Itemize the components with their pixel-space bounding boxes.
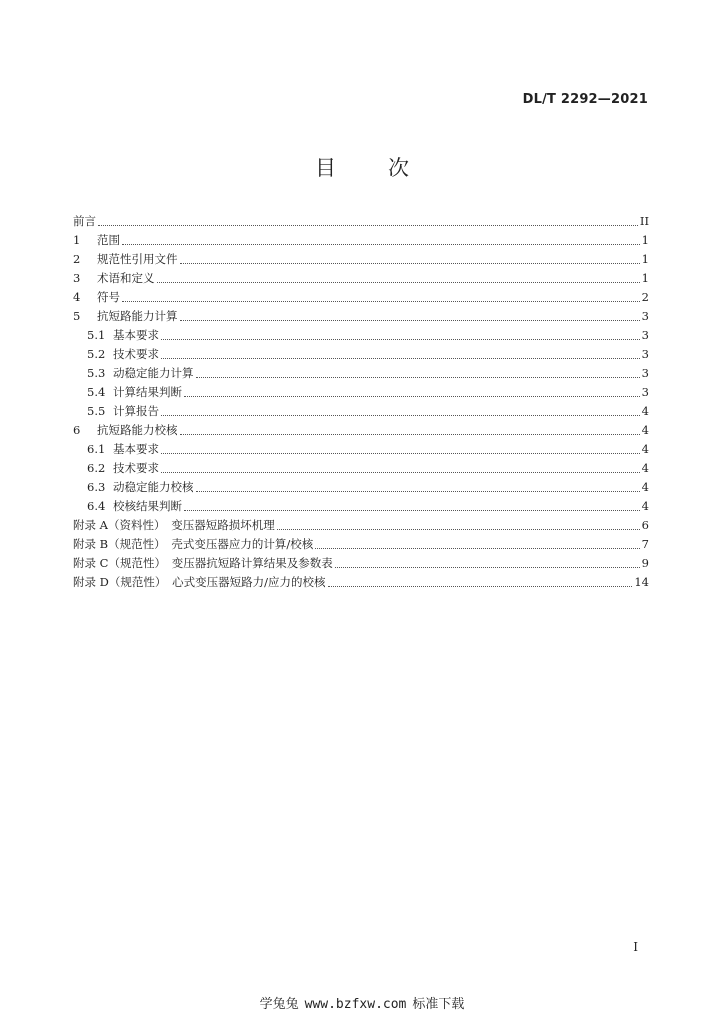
toc-entry-number: 5.1 bbox=[87, 328, 106, 342]
toc-entry-page: 1 bbox=[641, 252, 649, 266]
toc-entry-leader bbox=[184, 509, 640, 511]
toc-entry-leader bbox=[161, 338, 640, 340]
toc-entry-number: 5.4 bbox=[87, 385, 106, 399]
toc-entry[interactable] bbox=[73, 345, 649, 364]
page-title-char-2: 次 bbox=[388, 156, 409, 180]
toc-entry[interactable] bbox=[73, 364, 649, 383]
toc-entry-leader bbox=[184, 395, 640, 397]
toc-entry-label: 基本要求 bbox=[113, 328, 159, 342]
toc-entry-number: 5.2 bbox=[87, 347, 106, 361]
toc-entry-label: 动稳定能力计算 bbox=[113, 366, 194, 380]
toc-entry-number: 5 bbox=[73, 309, 81, 323]
toc-entry-page: 4 bbox=[641, 423, 649, 437]
toc-entry[interactable] bbox=[73, 421, 649, 440]
toc-entry-label: 计算结果判断 bbox=[113, 385, 182, 399]
toc-entry-label: 规范性引用文件 bbox=[97, 252, 178, 266]
toc-entry-page: 9 bbox=[641, 556, 649, 570]
toc-entry-leader bbox=[277, 528, 640, 530]
toc-entry-page: 6 bbox=[641, 518, 649, 532]
toc-entry[interactable] bbox=[73, 554, 649, 573]
toc-entry-number: 5.5 bbox=[87, 404, 106, 418]
toc-entry-label: 前言 bbox=[73, 214, 96, 228]
toc-entry-leader bbox=[315, 547, 639, 549]
toc-entry-leader bbox=[161, 452, 640, 454]
toc-entry-label: 基本要求 bbox=[113, 442, 159, 456]
toc-entry[interactable] bbox=[73, 383, 649, 402]
toc-entry[interactable] bbox=[73, 212, 649, 231]
toc-entry-page: 4 bbox=[641, 404, 649, 418]
toc-entry-page: 1 bbox=[641, 233, 649, 247]
toc-entry-page: 2 bbox=[641, 290, 649, 304]
toc-entry[interactable] bbox=[73, 307, 649, 326]
page-title-char-1: 目 bbox=[315, 156, 336, 180]
toc-entry[interactable] bbox=[73, 231, 649, 250]
toc-entry-number: 2 bbox=[73, 252, 81, 266]
toc-entry-label: 术语和定义 bbox=[97, 271, 155, 285]
footer-site-link[interactable]: www.bzfxw.com bbox=[304, 997, 407, 1012]
toc-entry-page: 4 bbox=[641, 499, 649, 513]
toc-entry[interactable] bbox=[73, 250, 649, 269]
toc-entry-label: 附录 C（规范性） 变压器抗短路计算结果及参数表 bbox=[73, 556, 333, 570]
toc-entry-leader bbox=[161, 414, 640, 416]
toc-entry[interactable] bbox=[73, 535, 649, 554]
toc-entry-number: 4 bbox=[73, 290, 81, 304]
table-of-contents bbox=[73, 212, 649, 592]
toc-entry-leader bbox=[161, 471, 640, 473]
page-title bbox=[0, 152, 724, 182]
toc-entry-page: 3 bbox=[641, 385, 649, 399]
footer-left-text: 学兔兔 bbox=[259, 997, 299, 1012]
toc-entry-page: 4 bbox=[641, 480, 649, 494]
toc-entry-page: 14 bbox=[634, 575, 649, 589]
toc-entry-number: 1 bbox=[73, 233, 81, 247]
toc-entry[interactable] bbox=[73, 288, 649, 307]
toc-entry-label: 范围 bbox=[97, 233, 120, 247]
toc-entry-page: 7 bbox=[641, 537, 649, 551]
toc-entry[interactable] bbox=[73, 573, 649, 592]
toc-entry[interactable] bbox=[73, 516, 649, 535]
toc-entry-label: 计算报告 bbox=[113, 404, 159, 418]
toc-entry-leader bbox=[122, 300, 640, 302]
toc-entry[interactable] bbox=[73, 459, 649, 478]
toc-entry[interactable] bbox=[73, 269, 649, 288]
toc-entry-label: 附录 A（资料性） 变压器短路损坏机理 bbox=[73, 518, 275, 532]
toc-entry-number: 6.4 bbox=[87, 499, 106, 513]
toc-entry-label: 附录 D（规范性） 心式变压器短路力/应力的校核 bbox=[73, 575, 326, 589]
toc-entry[interactable] bbox=[73, 478, 649, 497]
toc-entry-label: 技术要求 bbox=[113, 347, 159, 361]
toc-entry[interactable] bbox=[73, 440, 649, 459]
toc-entry-leader bbox=[196, 376, 640, 378]
toc-entry-leader bbox=[180, 319, 640, 321]
toc-entry-leader bbox=[196, 490, 640, 492]
toc-entry-page: II bbox=[639, 214, 649, 228]
toc-entry-page: 4 bbox=[641, 461, 649, 475]
toc-entry-leader bbox=[161, 357, 640, 359]
toc-entry-number: 6.3 bbox=[87, 480, 106, 494]
toc-entry-page: 1 bbox=[641, 271, 649, 285]
toc-entry-leader bbox=[157, 281, 640, 283]
toc-entry-label: 附录 B（规范性） 壳式变压器应力的计算/校核 bbox=[73, 537, 314, 551]
toc-entry[interactable] bbox=[73, 326, 649, 345]
toc-entry-label: 技术要求 bbox=[113, 461, 159, 475]
toc-entry-page: 3 bbox=[641, 309, 649, 323]
toc-entry-label: 抗短路能力计算 bbox=[97, 309, 178, 323]
toc-entry-leader bbox=[180, 262, 640, 264]
footer-right-text: 标准下载 bbox=[412, 997, 465, 1012]
toc-entry-leader bbox=[98, 224, 638, 226]
toc-entry-leader bbox=[180, 433, 640, 435]
toc-entry-label: 符号 bbox=[97, 290, 120, 304]
toc-entry-leader bbox=[122, 243, 640, 245]
toc-entry-leader bbox=[335, 566, 640, 568]
toc-entry-leader bbox=[328, 585, 633, 587]
toc-entry[interactable] bbox=[73, 402, 649, 421]
footer-watermark bbox=[0, 993, 724, 1012]
toc-entry-page: 3 bbox=[641, 347, 649, 361]
toc-entry-number: 3 bbox=[73, 271, 81, 285]
toc-entry-page: 3 bbox=[641, 366, 649, 380]
toc-entry-number: 6.2 bbox=[87, 461, 106, 475]
document-code: DL/T 2292—2021 bbox=[522, 92, 648, 107]
toc-entry-label: 抗短路能力校核 bbox=[97, 423, 178, 437]
toc-entry-number: 5.3 bbox=[87, 366, 106, 380]
toc-entry-page: 4 bbox=[641, 442, 649, 456]
toc-entry-page: 3 bbox=[641, 328, 649, 342]
toc-entry-number: 6.1 bbox=[87, 442, 106, 456]
page-number: I bbox=[633, 940, 638, 954]
toc-entry-label: 校核结果判断 bbox=[113, 499, 182, 513]
toc-entry-number: 6 bbox=[73, 423, 81, 437]
toc-entry[interactable] bbox=[73, 497, 649, 516]
toc-entry-label: 动稳定能力校核 bbox=[113, 480, 194, 494]
